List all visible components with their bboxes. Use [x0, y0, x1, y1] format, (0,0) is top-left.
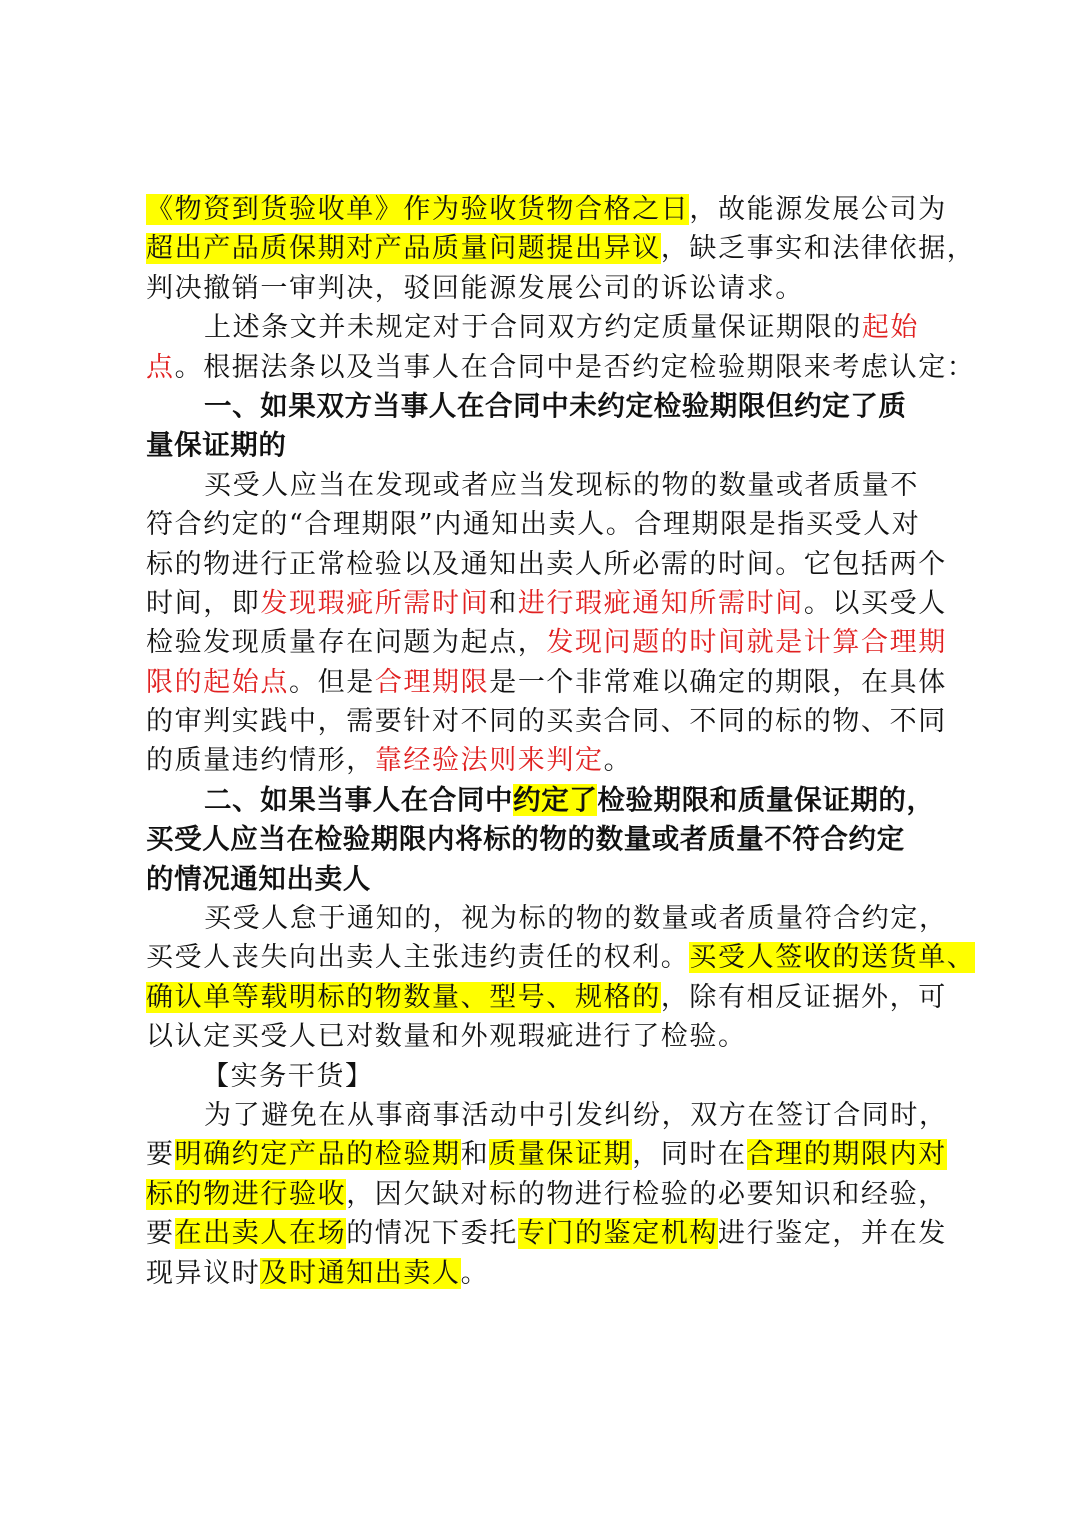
body-text: 。以买受人: [803, 587, 947, 619]
body-text: ，同时在: [632, 1139, 747, 1171]
heading-text: 量保证期的: [146, 429, 287, 462]
paragraph-line: [146, 545, 986, 584]
body-text: ，因欠缺对标的物进行检验的必要知识和经验，: [346, 1178, 947, 1210]
body-text: 要: [146, 1139, 175, 1171]
paragraph-line: [146, 899, 986, 938]
body-text: 。: [603, 745, 633, 777]
body-text: ，故能源发展公司为: [689, 194, 947, 225]
body-text: 的情况下委托: [346, 1218, 518, 1250]
highlighted-text: 确认单等载明标的物数量、型号、规格的: [146, 981, 661, 1013]
highlighted-text: 超出产品质保期对产品质量问题提出异议: [146, 233, 661, 265]
red-emphasis-text: 合理期限: [374, 666, 490, 698]
highlighted-text: 明确约定产品的检验期: [174, 1139, 461, 1171]
section-heading-line: [146, 387, 986, 426]
highlighted-text: 合理的期限内对: [746, 1139, 947, 1171]
section-title-text: 【实务干货】: [202, 1060, 374, 1092]
highlighted-text: 《物资到货验收单》作为验收货物合格之日: [146, 194, 690, 225]
paragraph-line: [146, 978, 986, 1017]
section-heading-line: [146, 426, 986, 465]
red-emphasis-text: 点: [146, 351, 175, 383]
body-text: 符合约定的“合理期限”内通知出卖人。合理期限是指买受人对: [146, 509, 921, 541]
paragraph-line: [146, 1214, 986, 1253]
paragraph-line: [146, 1175, 986, 1214]
highlighted-text: 买受人签收的送货单、: [689, 942, 976, 974]
heading-text: 的情况通知出卖人: [146, 862, 371, 895]
body-text: 买受人怠于通知的，视为标的物的数量或者质量符合约定，: [204, 903, 948, 935]
paragraph-line: [146, 938, 986, 977]
body-text: 是一个非常难以确定的期限，在具体: [489, 666, 947, 698]
red-emphasis-text: 靠经验法则来判定: [374, 745, 604, 777]
paragraph-line: [146, 1017, 986, 1056]
paragraph-line: [146, 308, 986, 347]
section-title: [146, 1057, 986, 1096]
section-heading-line: [146, 781, 986, 820]
paragraph-line: [146, 466, 986, 505]
red-emphasis-text: 限的起始点: [146, 666, 289, 698]
body-text: 买受人应当在发现或者应当发现标的物的数量或者质量不: [204, 469, 919, 501]
body-text: 买受人丧失向出卖人主张违约责任的权利。: [146, 942, 690, 974]
highlighted-text: 专门的鉴定机构: [517, 1218, 719, 1250]
highlighted-text: 及时通知出卖人: [260, 1257, 461, 1289]
body-text: 和: [460, 1139, 490, 1171]
body-text: 以认定买受人已对数量和外观瑕疵进行了检验。: [146, 1021, 747, 1053]
body-text: 标的物进行正常检验以及通知出卖人所必需的时间。它包括两个: [146, 548, 947, 580]
body-text: ，缺乏事实和法律依据，: [660, 233, 976, 265]
body-text: 现异议时: [146, 1257, 261, 1289]
section-heading-line: [146, 860, 986, 899]
body-text: 。但是: [289, 666, 375, 698]
body-text: 为了避免在从事商事活动中引发纠纷，双方在签订合同时，: [204, 1099, 948, 1131]
paragraph-line: [146, 623, 986, 662]
heading-text: 一、如果双方当事人在合同中未约定检验期限但约定了质: [204, 389, 907, 422]
red-emphasis-text: 发现问题的时间就是计算合理期: [546, 627, 947, 659]
highlighted-text: 约定了: [513, 783, 598, 816]
heading-text: 买受人应当在检验期限内将标的物的数量或者质量不符合约定: [146, 823, 905, 856]
body-text: 的质量违约情形，: [146, 745, 375, 777]
heading-text: 检验期限和质量保证期的，: [597, 783, 935, 816]
paragraph-line: [146, 505, 986, 544]
heading-text: 二、如果当事人在合同中: [204, 783, 514, 816]
highlighted-text: 标的物进行验收: [146, 1178, 347, 1210]
paragraph-line: [146, 1096, 986, 1135]
paragraph-line: [146, 584, 986, 623]
paragraph-line: [146, 229, 986, 268]
red-emphasis-text: 发现瑕疵所需时间: [260, 587, 490, 619]
body-text: 判决撤销一审判决，驳回能源发展公司的诉讼请求。: [146, 272, 804, 304]
highlighted-text: 在出卖人在场: [174, 1218, 347, 1250]
body-text: ，除有相反证据外，可: [660, 981, 947, 1013]
highlighted-text: 质量保证期: [489, 1139, 633, 1171]
body-text: 。: [460, 1257, 490, 1289]
paragraph-line: [146, 741, 986, 780]
paragraph-line: [146, 1254, 986, 1293]
body-text: 要: [146, 1218, 175, 1250]
body-text: 检验发现质量存在问题为起点，: [146, 627, 547, 659]
body-text: 上述条文并未规定对于合同双方约定质量保证期限的: [204, 312, 862, 344]
red-emphasis-text: 进行瑕疵通知所需时间: [517, 587, 804, 619]
paragraph-line: [146, 348, 986, 387]
paragraph-line: [146, 1135, 986, 1174]
body-text: 的审判实践中，需要针对不同的买卖合同、不同的标的物、不同: [146, 706, 947, 738]
section-heading-line: [146, 820, 986, 859]
body-text: 时间，即: [146, 587, 261, 619]
paragraph-line: [146, 269, 986, 308]
paragraph-line: [146, 663, 986, 702]
red-emphasis-text: 起始: [861, 312, 920, 344]
paragraph-line: [146, 190, 986, 229]
body-text: 进行鉴定，并在发: [718, 1218, 947, 1250]
body-text: 。根据法条以及当事人在合同中是否约定检验期限来考虑认定：: [174, 351, 976, 383]
document-page: [146, 190, 986, 1293]
body-text: 和: [489, 587, 518, 619]
paragraph-line: [146, 702, 986, 741]
